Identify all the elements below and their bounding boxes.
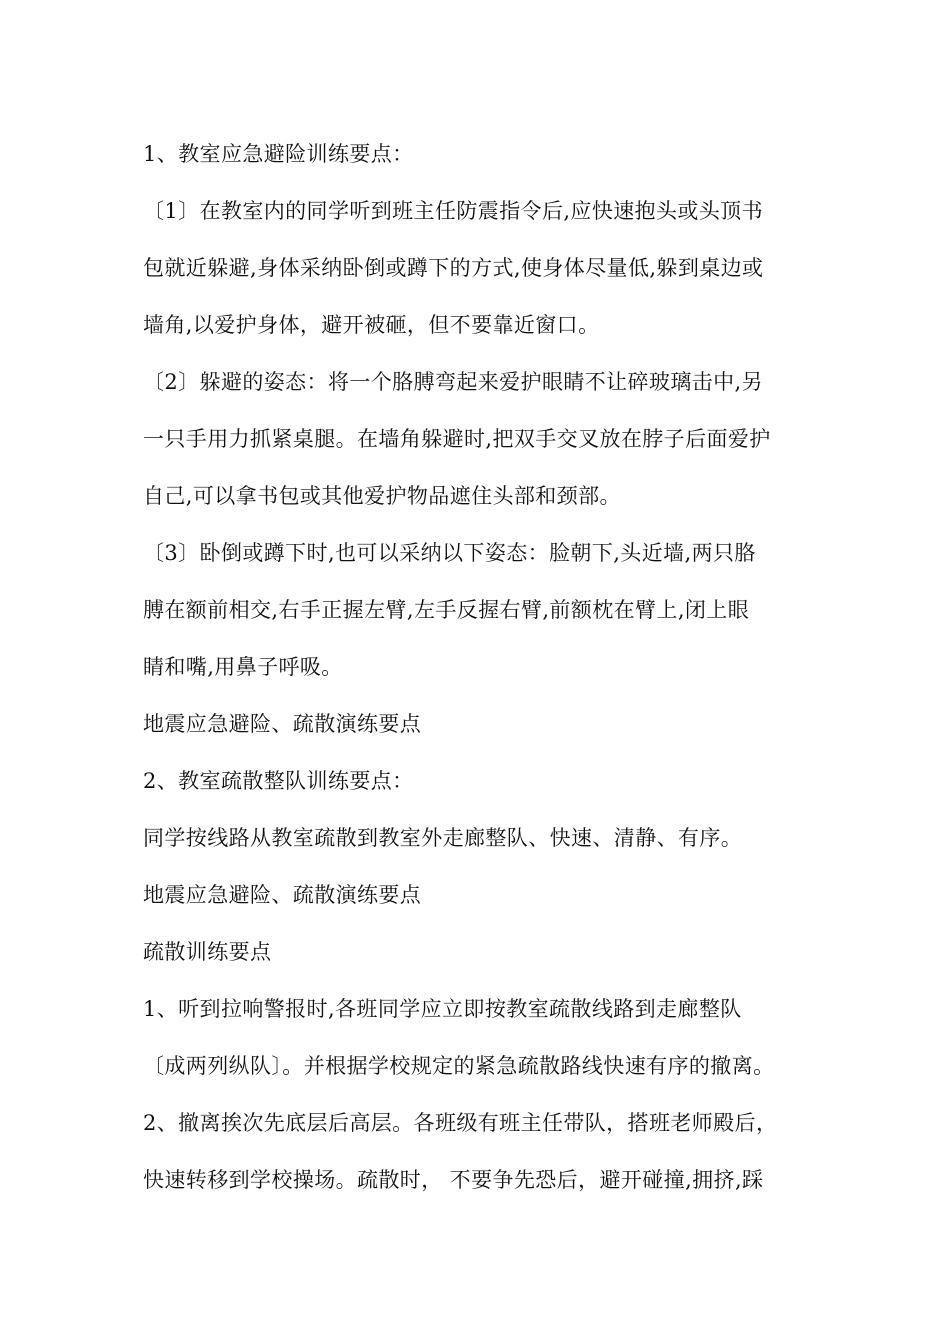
text-line: 2、教室疏散整队训练要点： [143, 769, 414, 793]
text-line: 〔3〕卧倒或蹲下时,也可以采纳以下姿态：脸朝下,头近墙,两只胳 [143, 541, 756, 565]
text-line: 膊在额前相交,右手正握左臂,左手反握右臂,前额枕在臂上,闭上眼 [143, 598, 750, 622]
text-line: 1、听到拉响警报时,各班同学应立即按教室疏散线路到走廊整队 [143, 997, 742, 1021]
text-line: 睛和嘴,用鼻子呼吸。 [143, 655, 343, 679]
section-heading: 地震应急避险、疏散演练要点 [143, 883, 422, 907]
text-line: 包就近躲避,身体采纳卧倒或蹲下的方式,使身体尽量低,躲到桌边或 [143, 256, 764, 280]
text-line: 1、教室应急避险训练要点： [143, 142, 414, 166]
text-line: 墙角,以爱护身体，避开被砸，但不要靠近窗口。 [143, 313, 600, 337]
text-line: 同学按线路从教室疏散到教室外走廊整队、快速、清静、有序。 [143, 826, 743, 850]
text-line: 快速转移到学校操场。疏散时， 不要争先恐后，避开碰撞,拥挤,踩 [143, 1168, 764, 1192]
text-line: 2、撤离挨次先底层后高层。各班级有班主任带队，搭班老师殿后， [143, 1111, 778, 1135]
text-line: 〔1〕在教室内的同学听到班主任防震指令后,应快速抱头或头顶书 [143, 199, 764, 223]
text-line: 〔成两列纵队〕。并根据学校规定的紧急疏散路线快速有序的撤离。 [143, 1054, 775, 1078]
text-line: 自己,可以拿书包或其他爱护物品遮住头部和颈部。 [143, 484, 621, 508]
text-line: 〔2〕躲避的姿态：将一个胳膊弯起来爱护眼睛不让碎玻璃击中,另 [143, 370, 764, 394]
section-heading: 疏散训练要点 [143, 940, 272, 964]
text-line: 一只手用力抓紧桌腿。在墙角躲避时,把双手交叉放在脖子后面爱护 [143, 427, 771, 451]
section-heading: 地震应急避险、疏散演练要点 [143, 712, 422, 736]
